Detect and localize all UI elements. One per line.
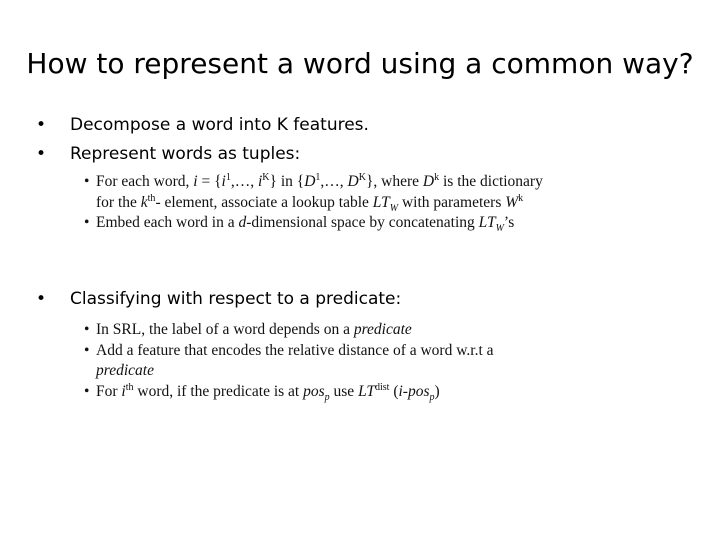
bullet-dot: • bbox=[36, 289, 47, 309]
bullet-text: Decompose a word into K features. bbox=[70, 115, 369, 135]
bullet-text: Represent words as tuples: bbox=[70, 144, 301, 164]
tuple-details-block bbox=[84, 172, 544, 234]
bullet-dot: • bbox=[36, 144, 47, 164]
tuple-detail-lookup: • For each word, $i = \{i^1,\dots$, $i^K$} in {$D^1,\dots$, $D^K$}, where $D^k$ is the dictionary for the $k^{th}-$ element, associate a lookup table $LT_W$ with parameters $W^k$ bbox=[84, 172, 544, 213]
bullet-predicate bbox=[36, 288, 401, 310]
predicate-detail-srl: • In SRL, the label of a word depends on a predicate bbox=[84, 320, 544, 341]
bullet-decompose bbox=[36, 114, 369, 136]
bullet-tuples bbox=[36, 143, 300, 165]
bullet-dot: • bbox=[36, 115, 47, 135]
slide-title: How to represent a word using a common way? bbox=[26, 47, 694, 80]
predicate-detail-distance: • Add a feature that encodes the relative distance of a word w.r.t a predicate bbox=[84, 341, 544, 382]
predicate-detail-lookup: • For $i^{th}$ word, if the predicate is at pos$_p$ use $LT^{dist}$ (i-pos$_p$) bbox=[84, 382, 544, 403]
tuple-detail-embed: • Embed each word in a d-dimensional space by concatenating $LT_W’s$ bbox=[84, 213, 544, 234]
predicate-details-block bbox=[84, 320, 544, 402]
bullet-text: Classifying with respect to a predicate: bbox=[70, 289, 402, 309]
